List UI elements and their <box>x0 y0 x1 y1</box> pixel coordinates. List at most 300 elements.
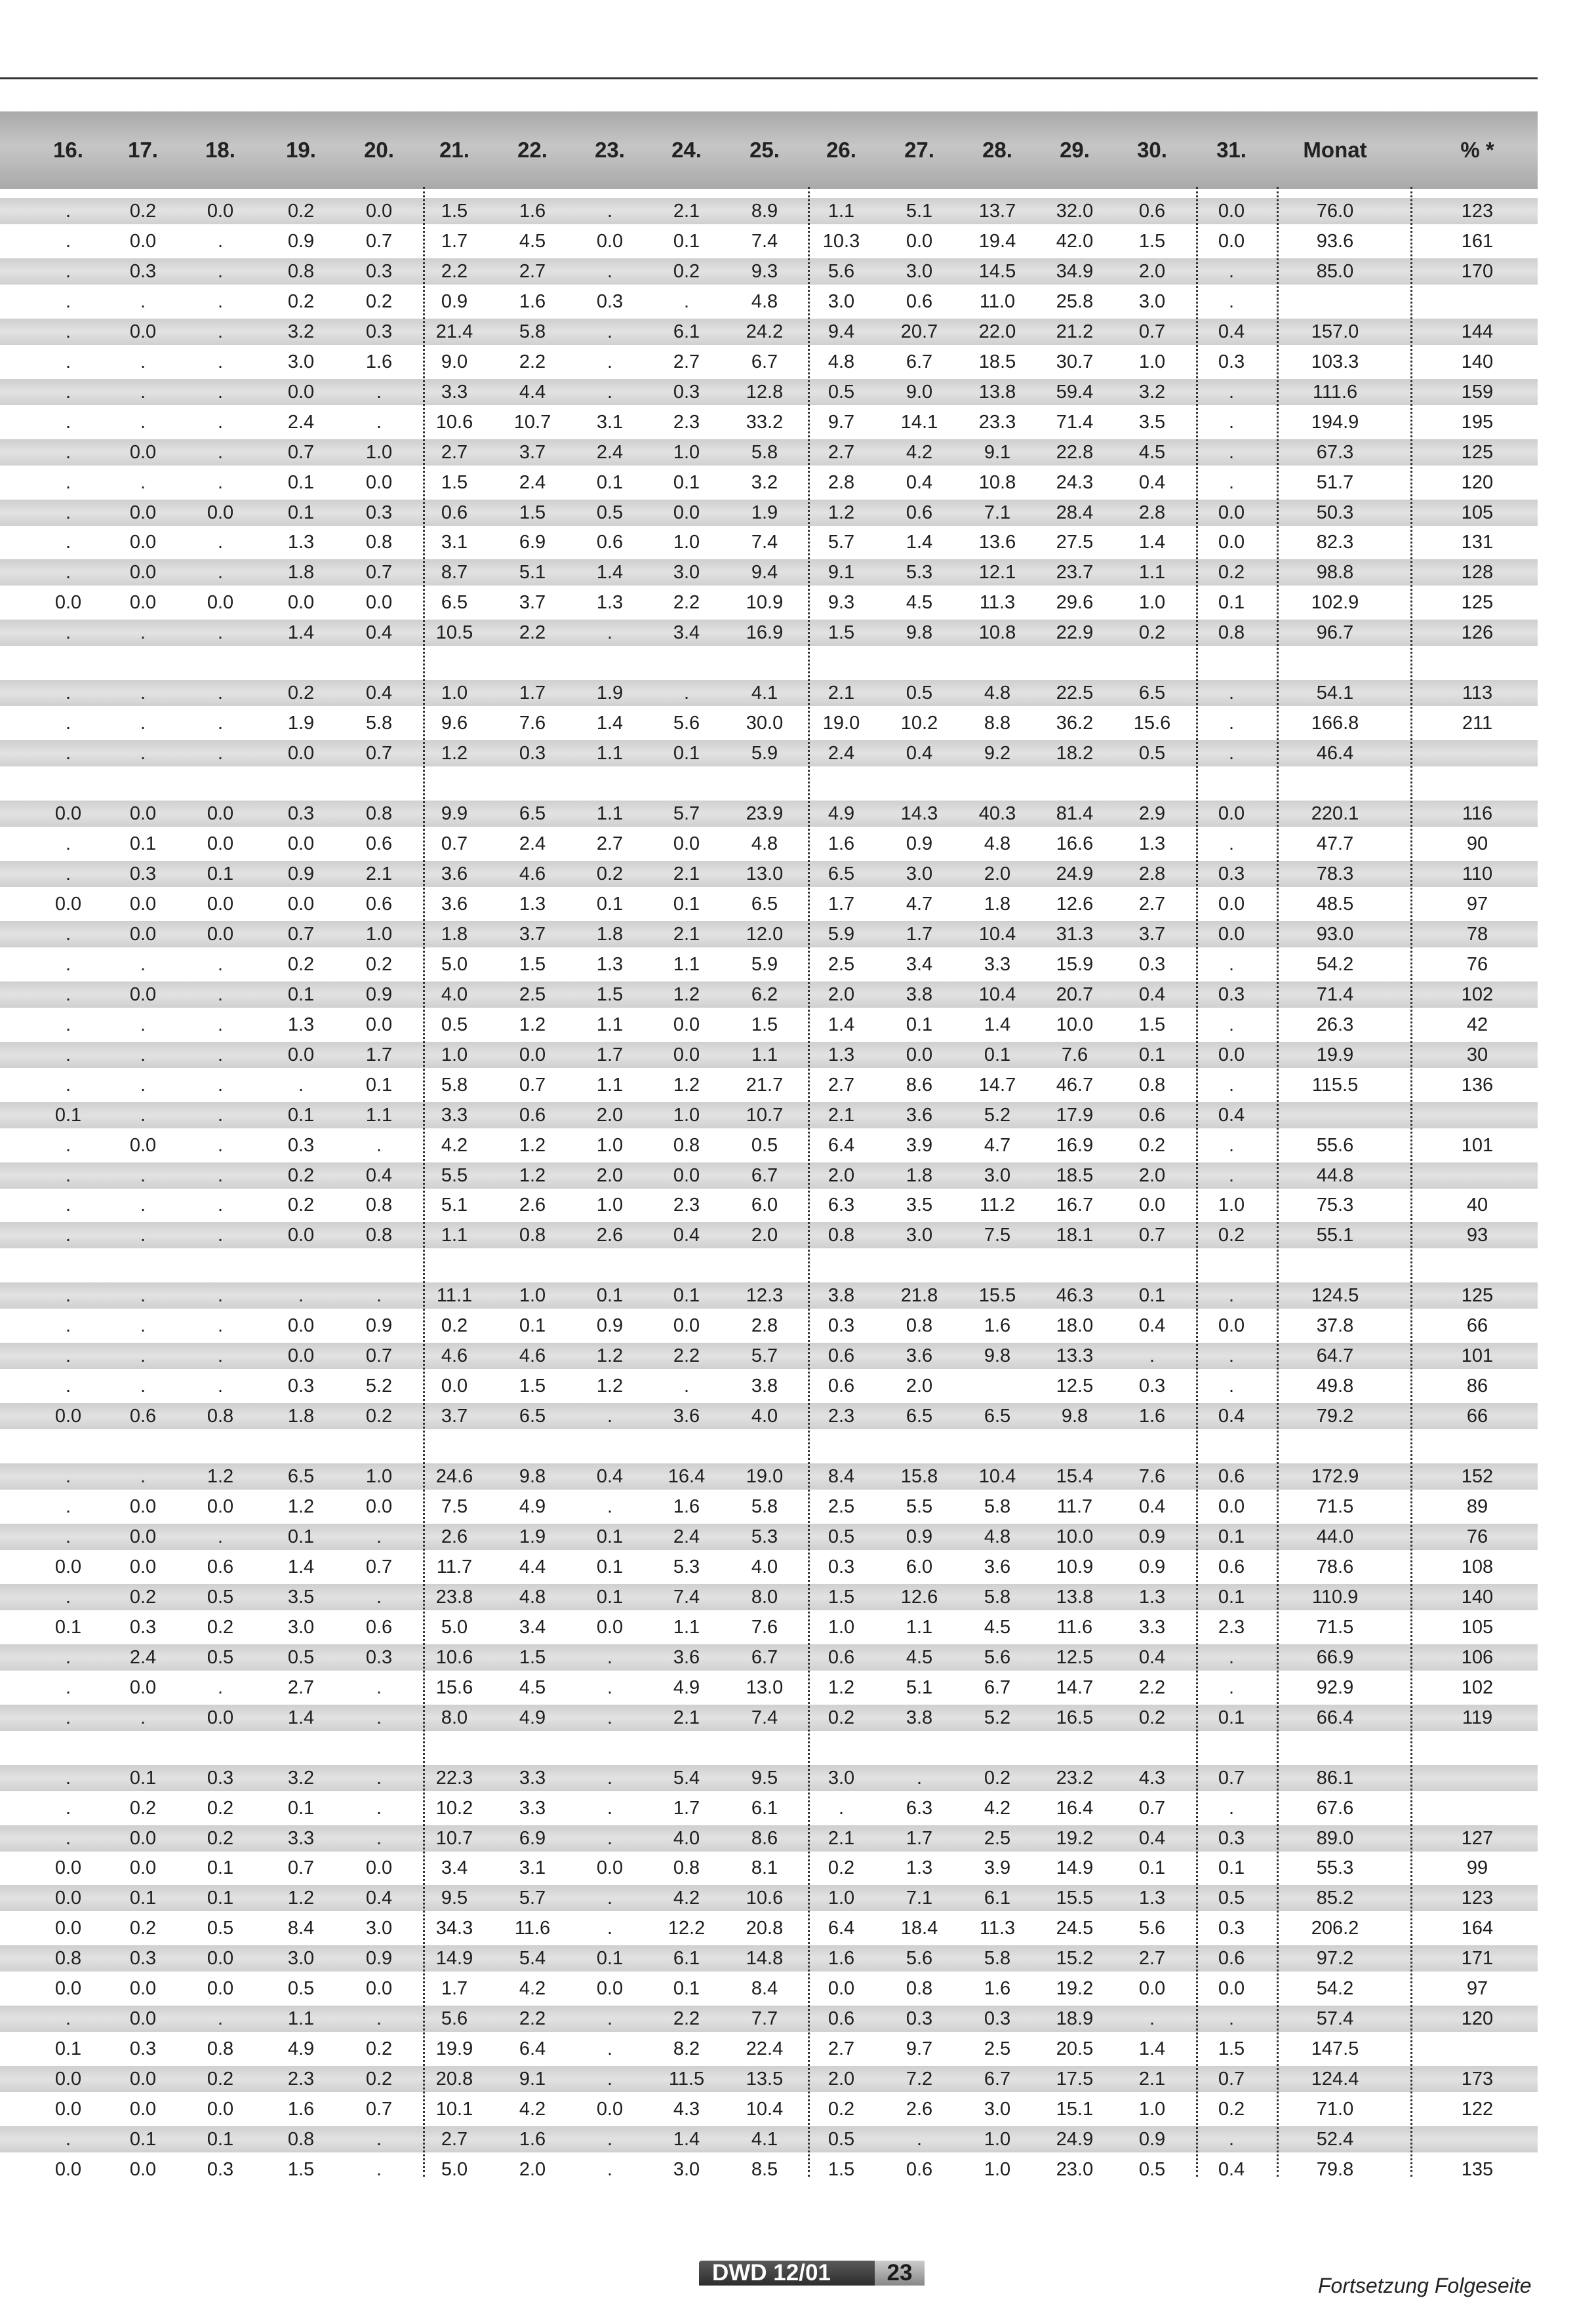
table-cell: 9.7 <box>906 2038 933 2059</box>
table-cell: . <box>683 683 690 703</box>
table-cell: 0.0 <box>596 231 624 252</box>
table-cell: 3.6 <box>441 894 468 915</box>
table-cell: 28.4 <box>1056 502 1094 523</box>
table-cell: 1.4 <box>906 532 933 553</box>
table-cell: 4.4 <box>519 382 546 403</box>
table-cell: 1.9 <box>596 683 624 703</box>
table-cell: 50.3 <box>1316 502 1354 523</box>
table-cell: 11.7 <box>436 1556 473 1577</box>
table-cell: 120 <box>1461 2008 1494 2029</box>
table-cell: 0.0 <box>365 201 393 222</box>
table-cell: 0.1 <box>673 894 700 915</box>
table-cell: 15.6 <box>435 1677 473 1698</box>
table-cell: 2.7 <box>596 833 624 854</box>
table-cell: 0.1 <box>54 1105 82 1126</box>
table-cell: 0.4 <box>1218 1105 1245 1126</box>
table-cell: 3.7 <box>441 1406 468 1427</box>
table-cell: . <box>65 1707 71 1728</box>
table-row <box>0 529 1538 555</box>
table-cell: 97.2 <box>1316 1948 1354 1969</box>
table-cell: 2.8 <box>1138 863 1166 884</box>
table-cell: . <box>1228 1798 1235 1819</box>
table-cell: 0.2 <box>207 1617 234 1638</box>
table-cell: . <box>65 1014 71 1035</box>
table-cell: 12.1 <box>978 562 1016 583</box>
table-cell: 0.1 <box>129 1768 157 1789</box>
table-cell: 0.6 <box>828 2008 855 2029</box>
table-cell: 3.6 <box>673 1406 700 1427</box>
table-cell: 6.7 <box>751 351 778 372</box>
table-cell: 2.4 <box>129 1647 157 1668</box>
table-cell: 5.7 <box>751 1345 778 1366</box>
table-cell: . <box>607 351 613 372</box>
table-cell: 5.8 <box>751 442 778 463</box>
table-cell: 9.3 <box>751 261 778 282</box>
table-cell: . <box>376 1707 382 1728</box>
table-cell: 0.8 <box>287 261 315 282</box>
table-cell: 10.1 <box>435 2099 473 2120</box>
table-cell: 2.8 <box>751 1315 778 1336</box>
table-cell: 0.0 <box>1218 1315 1245 1336</box>
table-cell: 3.6 <box>673 1647 700 1668</box>
table-cell: 173 <box>1461 2069 1494 2090</box>
table-row <box>0 1132 1538 1159</box>
table-row <box>0 2156 1538 2183</box>
table-cell: 12.6 <box>900 1587 938 1608</box>
table-cell: 18.2 <box>1056 743 1094 764</box>
table-cell: 5.8 <box>519 321 546 342</box>
table-cell: 1.1 <box>1138 562 1166 583</box>
table-cell: 2.7 <box>287 1677 315 1698</box>
table-cell: 1.1 <box>596 743 624 764</box>
table-cell: . <box>607 382 613 403</box>
table-cell: 3.2 <box>287 1768 315 1789</box>
table-cell: 0.1 <box>596 894 624 915</box>
table-cell: 1.7 <box>906 924 933 945</box>
table-cell: 71.5 <box>1316 1496 1354 1517</box>
table-cell: 16.4 <box>1056 1798 1094 1819</box>
table-cell: 0.5 <box>287 1978 315 1999</box>
table-cell: 0.4 <box>906 472 933 493</box>
table-cell: 23.8 <box>435 1587 473 1608</box>
table-cell: . <box>140 1345 146 1366</box>
table-cell: 13.6 <box>978 532 1016 553</box>
table-cell: 1.4 <box>828 1014 855 1035</box>
table-cell: 2.7 <box>828 1075 855 1096</box>
table-cell: . <box>140 1225 146 1246</box>
table-row <box>0 1885 1538 1911</box>
table-cell: 7.6 <box>1138 1466 1166 1487</box>
table-cell: 0.6 <box>1138 1105 1166 1126</box>
column-header: 31. <box>1216 138 1247 162</box>
table-cell: 0.3 <box>287 1135 315 1156</box>
table-cell: 0.5 <box>828 1526 855 1547</box>
table-cell: 108 <box>1461 1556 1494 1577</box>
table-cell: 33.2 <box>746 412 784 433</box>
table-cell: 4.2 <box>673 1888 700 1909</box>
table-cell: 93.0 <box>1316 924 1354 945</box>
table-cell <box>1425 1102 1530 1128</box>
table-cell: 3.3 <box>441 382 468 403</box>
table-cell: 4.9 <box>519 1707 546 1728</box>
table-cell: 1.5 <box>519 1376 546 1397</box>
table-cell: 0.1 <box>1138 1857 1166 1878</box>
table-cell: 10.4 <box>978 1466 1016 1487</box>
table-row <box>0 1674 1538 1701</box>
table-cell: 22.4 <box>746 2038 784 2059</box>
table-cell: 0.9 <box>441 291 468 312</box>
table-cell: 120 <box>1461 472 1494 493</box>
table-cell: 10.2 <box>900 713 938 734</box>
table-cell: 3.6 <box>906 1345 933 1366</box>
table-cell: 1.1 <box>673 1617 700 1638</box>
table-cell: 0.8 <box>365 1195 393 1216</box>
table-cell: 125 <box>1461 592 1494 613</box>
table-cell: 103.3 <box>1311 351 1359 372</box>
table-cell: 1.3 <box>906 1857 933 1878</box>
table-cell: 54.2 <box>1316 1978 1354 1999</box>
table-cell: 14.7 <box>1056 1677 1094 1698</box>
table-cell: 5.8 <box>751 1496 778 1517</box>
table-cell: 0.6 <box>906 502 933 523</box>
table-cell: 25.8 <box>1056 291 1094 312</box>
table-cell: 0.0 <box>54 1888 82 1909</box>
table-cell: 1.5 <box>751 1014 778 1035</box>
table-cell: 206.2 <box>1311 1918 1359 1939</box>
table-cell: 0.0 <box>1218 532 1245 553</box>
table-cell: . <box>65 412 71 433</box>
table-cell: 0.2 <box>207 1828 234 1849</box>
table-cell: 6.9 <box>519 1828 546 1849</box>
table-cell: 211 <box>1462 713 1493 734</box>
table-cell: 0.6 <box>365 894 393 915</box>
table-cell: 1.0 <box>828 1888 855 1909</box>
table-cell: 0.2 <box>828 2099 855 2120</box>
table-cell: . <box>65 1044 71 1065</box>
table-cell: . <box>65 924 71 945</box>
table-row <box>0 740 1538 766</box>
table-cell: 98.8 <box>1316 562 1354 583</box>
table-cell: 9.7 <box>828 412 855 433</box>
table-cell: 5.5 <box>906 1496 933 1517</box>
table-cell: . <box>140 351 146 372</box>
table-cell: 9.1 <box>519 2069 546 2090</box>
table-cell: 20.8 <box>746 1918 784 1939</box>
table-cell: 0.3 <box>207 1768 234 1789</box>
table-cell: 4.9 <box>673 1677 700 1698</box>
table-cell: . <box>217 743 224 764</box>
table-cell: 0.7 <box>365 2099 393 2120</box>
table-cell: 3.3 <box>519 1768 546 1789</box>
table-cell: 5.2 <box>365 1376 393 1397</box>
table-cell: . <box>65 231 71 252</box>
table-cell: 0.0 <box>207 1978 234 1999</box>
table-cell: 1.4 <box>984 1014 1011 1035</box>
table-cell: . <box>1228 683 1235 703</box>
table-cell: 5.1 <box>906 201 933 222</box>
table-cell: 52.4 <box>1316 2129 1354 2150</box>
table-cell: 37.8 <box>1316 1315 1354 1336</box>
table-cell: 0.6 <box>1218 1948 1245 1969</box>
table-cell: 0.2 <box>129 1587 157 1608</box>
table-cell: 101 <box>1461 1345 1494 1366</box>
table-cell: 3.3 <box>519 1798 546 1819</box>
table-cell: 0.3 <box>207 2159 234 2180</box>
table-cell: 3.8 <box>751 1376 778 1397</box>
table-cell: 0.1 <box>596 472 624 493</box>
table-cell: 0.0 <box>673 1165 700 1186</box>
table-cell: 0.3 <box>984 2008 1011 2029</box>
table-cell: 9.6 <box>441 713 468 734</box>
table-cell: 3.6 <box>984 1556 1011 1577</box>
table-cell: 96.7 <box>1316 622 1354 643</box>
table-cell: 2.3 <box>828 1406 855 1427</box>
table-cell: 71.0 <box>1316 2099 1354 2120</box>
table-cell: 5.8 <box>984 1496 1011 1517</box>
column-header: 21. <box>439 138 469 162</box>
table-cell: 1.6 <box>519 291 546 312</box>
table-cell: 140 <box>1461 1587 1494 1608</box>
table-cell: 23.2 <box>1056 1768 1094 1789</box>
table-cell: 2.6 <box>519 1195 546 1216</box>
table-cell: . <box>140 1315 146 1336</box>
table-cell: 19.9 <box>435 2038 473 2059</box>
table-cell: 10.4 <box>746 2099 784 2120</box>
table-cell: 10.2 <box>435 1798 473 1819</box>
table-cell: 2.2 <box>519 351 546 372</box>
table-cell: 13.3 <box>1056 1345 1094 1366</box>
table-cell: 0.0 <box>54 1978 82 1999</box>
table-cell: 0.1 <box>287 472 315 493</box>
table-cell: 2.7 <box>828 442 855 463</box>
table-cell: 1.5 <box>519 502 546 523</box>
table-cell: 1.6 <box>287 2099 315 2120</box>
table-row <box>0 559 1538 585</box>
table-cell: 0.0 <box>129 1828 157 1849</box>
table-cell: . <box>607 261 613 282</box>
table-row <box>0 2096 1538 2122</box>
table-cell: 0.6 <box>828 1647 855 1668</box>
table-cell: . <box>376 412 382 433</box>
table-cell: 24.9 <box>1056 863 1094 884</box>
table-cell: 2.0 <box>519 2159 546 2180</box>
table-row <box>0 2066 1538 2092</box>
table-cell: 157.0 <box>1311 321 1359 342</box>
table-cell: 0.6 <box>365 833 393 854</box>
table-cell: 0.0 <box>129 924 157 945</box>
table-cell: 0.0 <box>207 803 234 824</box>
table-cell: 17.9 <box>1056 1105 1094 1126</box>
table-cell: . <box>140 291 146 312</box>
table-cell <box>1269 1102 1401 1128</box>
table-cell: 2.7 <box>519 261 546 282</box>
table-cell <box>963 1373 1032 1399</box>
table-cell: 0.0 <box>54 2069 82 2090</box>
table-cell: . <box>65 562 71 583</box>
column-header: 28. <box>982 138 1012 162</box>
table-cell: 7.5 <box>441 1496 468 1517</box>
table-cell: 0.9 <box>287 231 315 252</box>
table-cell: . <box>65 1677 71 1698</box>
table-cell: 5.9 <box>751 954 778 975</box>
table-cell: 1.3 <box>1138 833 1166 854</box>
table-cell: 4.6 <box>519 863 546 884</box>
table-cell: . <box>65 1496 71 1517</box>
table-row <box>0 1975 1538 2002</box>
table-cell: 1.3 <box>596 592 624 613</box>
table-cell: . <box>217 713 224 734</box>
table-cell: . <box>217 1135 224 1156</box>
table-cell: 0.2 <box>287 1165 315 1186</box>
table-cell: 0.8 <box>673 1135 700 1156</box>
table-cell: . <box>1228 743 1235 764</box>
table-row <box>0 891 1538 917</box>
table-cell: 140 <box>1461 351 1494 372</box>
table-cell: 0.0 <box>129 1857 157 1878</box>
table-cell: . <box>65 1225 71 1246</box>
table-row <box>0 198 1538 224</box>
table-cell: 1.2 <box>519 1165 546 1186</box>
table-cell <box>1425 1795 1530 1821</box>
table-cell: 3.3 <box>1138 1617 1166 1638</box>
table-cell: . <box>607 2038 613 2059</box>
table-cell: . <box>1228 833 1235 854</box>
table-cell: 0.6 <box>906 2159 933 2180</box>
table-cell: 1.4 <box>596 713 624 734</box>
table-cell: 0.3 <box>129 863 157 884</box>
table-cell: 3.0 <box>984 1165 1011 1186</box>
table-cell: 1.4 <box>673 2129 700 2150</box>
table-cell: . <box>217 954 224 975</box>
table-cell: 7.1 <box>984 502 1011 523</box>
table-cell: 2.5 <box>519 984 546 1005</box>
table-cell: 9.8 <box>519 1466 546 1487</box>
table-cell: 34.3 <box>435 1918 473 1939</box>
table-cell: . <box>65 1135 71 1156</box>
table-cell: 0.0 <box>207 2099 234 2120</box>
table-cell: 8.4 <box>828 1466 855 1487</box>
table-cell: . <box>65 1828 71 1849</box>
table-cell: 0.0 <box>365 1496 393 1517</box>
table-cell: 0.0 <box>54 1857 82 1878</box>
table-cell: 0.1 <box>596 1556 624 1577</box>
table-cell: . <box>217 412 224 433</box>
table-cell: 0.7 <box>1138 1225 1166 1246</box>
table-cell: 0.3 <box>129 261 157 282</box>
table-cell: 0.0 <box>129 502 157 523</box>
table-cell: 6.3 <box>828 1195 855 1216</box>
table-cell: 92.9 <box>1316 1677 1354 1698</box>
table-cell: 2.7 <box>1138 1948 1166 1969</box>
table-cell: 12.3 <box>746 1285 784 1306</box>
table-cell: 0.3 <box>1138 954 1166 975</box>
column-header: 24. <box>671 138 702 162</box>
publication-badge <box>699 2261 925 2286</box>
table-cell: 110.9 <box>1311 1587 1359 1608</box>
table-cell: 3.4 <box>906 954 933 975</box>
column-header: 30. <box>1137 138 1167 162</box>
table-cell: . <box>65 1587 71 1608</box>
table-cell: 0.3 <box>1218 1918 1245 1939</box>
column-header: 20. <box>364 138 394 162</box>
table-cell: 0.0 <box>1218 1978 1245 1999</box>
table-cell: 6.1 <box>984 1888 1011 1909</box>
table-cell: 0.0 <box>129 442 157 463</box>
table-cell: 97 <box>1466 894 1488 915</box>
table-cell: 0.7 <box>365 743 393 764</box>
table-cell: . <box>65 683 71 703</box>
table-cell: 0.4 <box>906 743 933 764</box>
table-cell: 24.6 <box>435 1466 473 1487</box>
table-cell: . <box>140 713 146 734</box>
table-cell: 2.1 <box>365 863 393 884</box>
table-cell: 8.6 <box>906 1075 933 1096</box>
table-cell: 4.1 <box>751 2129 778 2150</box>
table-cell: 0.4 <box>1138 984 1166 1005</box>
column-header: 22. <box>517 138 548 162</box>
table-cell: 30.7 <box>1056 351 1094 372</box>
table-cell: 0.9 <box>596 1315 624 1336</box>
table-cell: 0.4 <box>596 1466 624 1487</box>
table-cell: 1.7 <box>906 1828 933 1849</box>
table-cell: 3.0 <box>828 1768 855 1789</box>
table-cell: 24.5 <box>1056 1918 1094 1939</box>
table-cell: . <box>217 261 224 282</box>
table-cell: 0.4 <box>1218 321 1245 342</box>
table-cell: 3.5 <box>287 1587 315 1608</box>
table-cell: 23.9 <box>746 803 784 824</box>
table-cell: 71.5 <box>1316 1617 1354 1638</box>
table-cell: 2.0 <box>828 2069 855 2090</box>
table-cell: . <box>838 1798 845 1819</box>
table-cell: . <box>217 1044 224 1065</box>
table-cell: 11.0 <box>979 291 1016 312</box>
table-cell: . <box>140 1376 146 1397</box>
table-cell: 0.8 <box>906 1978 933 1999</box>
table-cell: 0.4 <box>1138 1828 1166 1849</box>
table-cell: 11.6 <box>514 1918 551 1939</box>
table-cell: 12.2 <box>668 1918 706 1939</box>
table-cell: 78.6 <box>1316 1556 1354 1577</box>
table-cell: 2.3 <box>1218 1617 1245 1638</box>
table-cell: 20.7 <box>900 321 938 342</box>
table-cell: 1.0 <box>828 1617 855 1638</box>
table-cell: 10.0 <box>1056 1014 1094 1035</box>
table-cell <box>1269 288 1401 315</box>
table-cell: 5.6 <box>673 713 700 734</box>
table-row <box>0 921 1538 947</box>
table-cell: . <box>1228 1135 1235 1156</box>
table-cell: 195 <box>1461 412 1494 433</box>
table-cell: 3.6 <box>906 1105 933 1126</box>
table-row <box>0 861 1538 887</box>
table-cell: 0.0 <box>828 1978 855 1999</box>
table-cell: 5.6 <box>828 261 855 282</box>
table-cell: 1.6 <box>828 1948 855 1969</box>
table-cell: . <box>65 1376 71 1397</box>
table-cell: 9.5 <box>751 1768 778 1789</box>
table-cell: . <box>65 291 71 312</box>
table-cell: 0.2 <box>984 1768 1011 1789</box>
table-cell: 6.7 <box>984 1677 1011 1698</box>
table-cell: 1.7 <box>828 894 855 915</box>
table-cell: 3.9 <box>906 1135 933 1156</box>
table-cell: . <box>607 1888 613 1909</box>
table-cell: 1.6 <box>984 1315 1011 1336</box>
table-cell: 12.0 <box>746 924 784 945</box>
table-cell: 5.5 <box>441 1165 468 1186</box>
table-cell: 0.0 <box>129 1526 157 1547</box>
